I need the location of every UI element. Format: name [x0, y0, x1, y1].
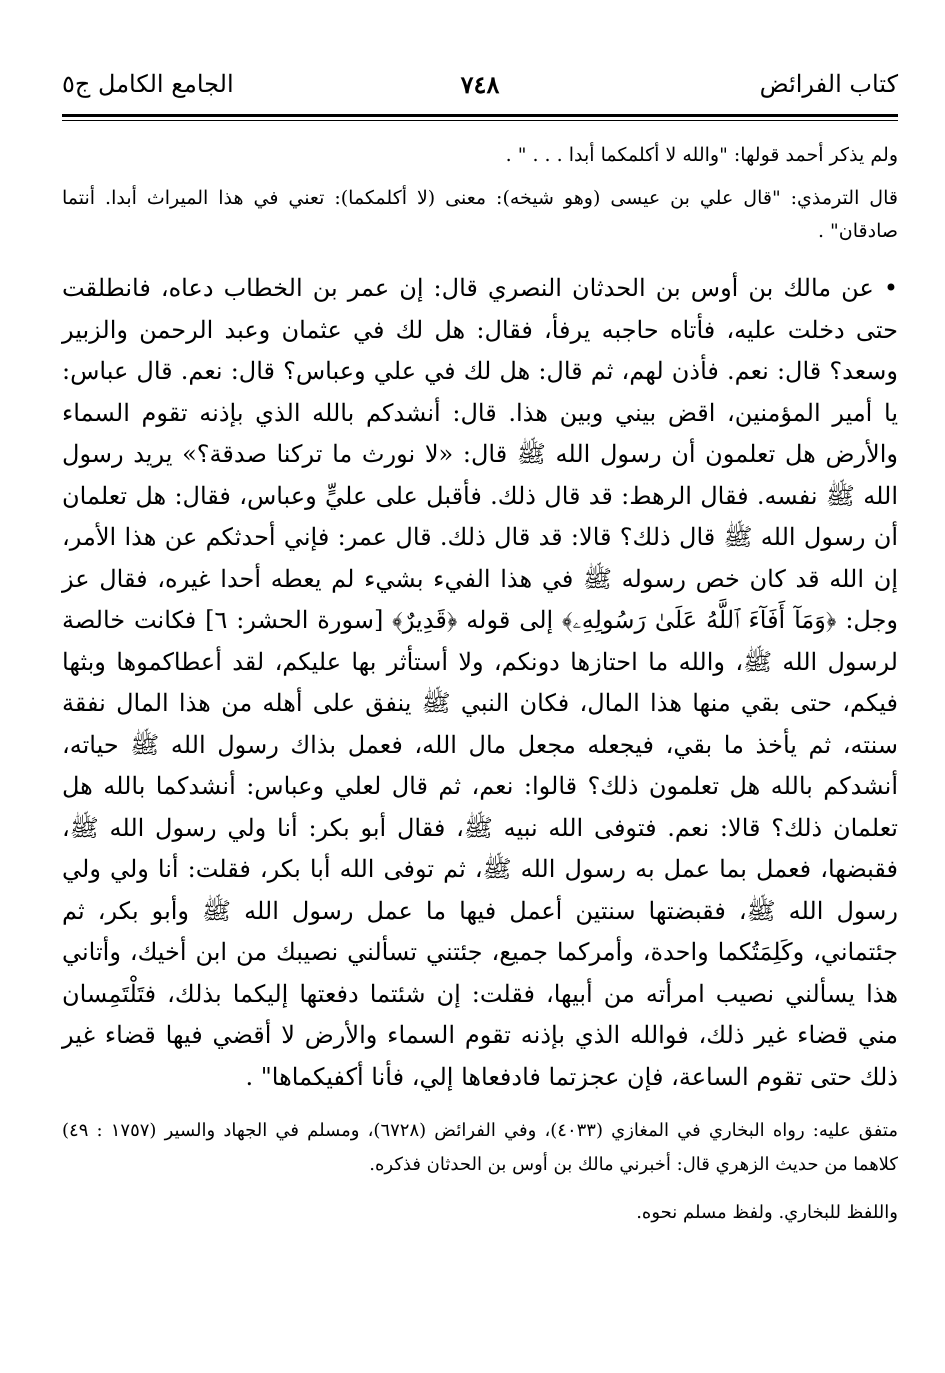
page-header: [62, 60, 898, 110]
takhrij-note: متفق عليه: رواه البخاري في المغازي (٤٠٣٣)، وفي الفرائض (٦٧٢٨)، ومسلم في الجهاد والسير (١٧٥٧ : ٤٩) كلاهما من حديث الزهري قال: أخبرني مالك بن أوس بن الحدثان فذكره.: [62, 1120, 898, 1175]
note-tirmidhi: قال الترمذي: "قال علي بن عيسى (وهو شيخه): معنى (لا أكلمكما): تعني في هذا الميراث أبدا. أنتما صادقان" .: [62, 187, 898, 242]
book-page: [62, 60, 898, 1230]
note-ahmad: ولم يذكر أحمد قولها: "والله لا أكلمكما أبدا . . . " .: [505, 144, 898, 166]
page-number: ٧٤٨: [460, 70, 500, 99]
wording-note: واللفظ للبخاري. ولفظ مسلم نحوه.: [636, 1202, 898, 1223]
book-title: الجامع الكامل ج٥: [62, 70, 234, 98]
section-title: كتاب الفرائض: [759, 70, 898, 98]
header-rule-thin: [62, 120, 898, 121]
header-rule-thick: [62, 114, 898, 117]
hadith-text: • عن مالك بن أوس بن الحدثان النصري قال: إن عمر بن الخطاب دعاه، فانطلقت حتى دخلت عليه، فأتاه حاجبه يرفأ، فقال: هل لك في عثمان وعبد الرحمن والزبير وسعد؟ قال: نعم. فأذن لهم، ثم قال: هل لك في علي وعباس؟ قال: نعم. قال عباس: يا أمير المؤمنين، اقض بيني وبين هذا. قال: أنشدكم بالله الذي بإذنه تقوم السماء والأرض هل تعلمون أن رسول الله ﷺ قال: «لا نورث ما تركنا صدقة؟» يريد رسول الله ﷺ نفسه. فقال الرهط: قد قال ذلك. فأقبل على عليٍّ وعباس، فقال: هل تعلمان أن رسول الله ﷺ قال ذلك؟ قالا: قد قال ذلك. قال عمر: فإني أحدثكم عن هذا الأمر، إن الله قد كان خص رسوله ﷺ في هذا الفيء بشيء لم يعطه أحدا غيره، فقال عز وجل: ﴿وَمَآ أَفَآءَ ٱللَّهُ عَلَىٰ رَسُولِهِۦ﴾ إلى قوله ﴿قَدِيرٌ﴾ [سورة الحشر: ٦] فكانت خالصة لرسول الله ﷺ، والله ما احتازها دونكم، ولا أستأثر بها عليكم، لقد أعطاكموها وبثها فيكم، حتى بقي منها هذا المال، فكان النبي ﷺ ينفق على أهله من هذا المال نفقة سنته، ثم يأخذ ما بقي، فيجعله مجعل مال الله، فعمل بذاك رسول الله ﷺ حياته، أنشدكم بالله هل تعلمون ذلك؟ قالوا: نعم، ثم قال لعلي وعباس: أنشدكما بالله هل تعلمان ذلك؟ قالا: نعم. فتوفى الله نبيه ﷺ، فقال أبو بكر: أنا ولي رسول الله ﷺ، فقبضها، فعمل بما عمل به رسول الله ﷺ، ثم توفى الله أبا بكر، فقلت: أنا ولي ولي رسول الله ﷺ، فقبضتها سنتين أعمل فيها ما عمل رسول الله ﷺ وأبو بكر، ثم جئتماني، وكَلِمَتُكما واحدة، وأمركما جميع، جئتني تسألني نصيبك من ابن أخيك، وأتاني هذا يسألني نصيب امرأته من أبيها، فقلت: إن شئتما دفعتها إليكما بذلك، فتَلْتَمِسان مني قضاء غير ذلك، فوالله الذي بإذنه تقوم السماء والأرض لا أقضي فيها قضاء غير ذلك حتى تقوم الساعة، فإن عجزتما فادفعاها إلي، فأنا أكفيكماها" .: [62, 274, 899, 1091]
